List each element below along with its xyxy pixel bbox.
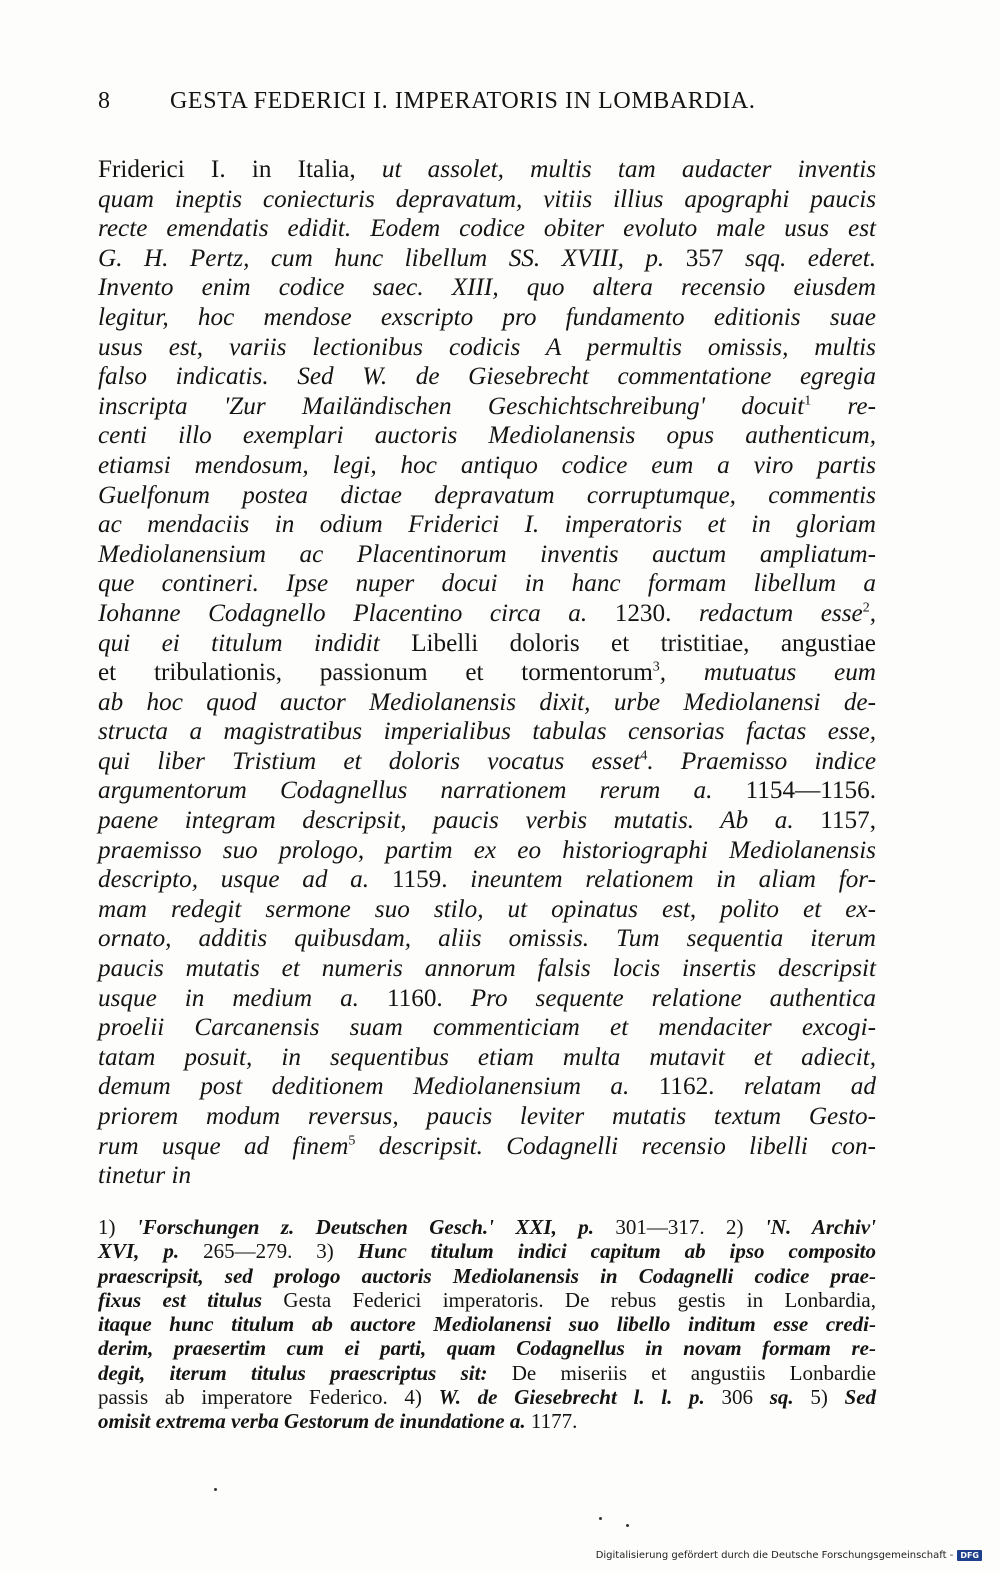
text-run: Gesta Federici imperatoris. De rebus gestis in Lonbardia, <box>283 1287 876 1312</box>
text-line <box>98 481 876 511</box>
text-run: descripsit. Codagnelli recensio libelli con- <box>355 1132 876 1160</box>
text-line <box>98 865 876 895</box>
text-run: 1230. <box>614 599 699 627</box>
text-run: sqq. ederet. <box>744 244 876 272</box>
text-line <box>98 895 876 925</box>
text-line <box>98 717 876 747</box>
text-line <box>98 333 876 363</box>
text-run: itaque hunc titulum ab auctore Mediolanensi suo libello inditum esse credi- <box>98 1312 876 1337</box>
running-header <box>98 88 858 115</box>
text-run: tatam posuit, in sequentibus etiam multa mutavit et adiecit, <box>98 1043 876 1071</box>
text-line <box>98 362 876 392</box>
text-run: 1162. <box>658 1073 744 1101</box>
text-run: De miseriis et angustiis Lonbardie <box>511 1360 876 1385</box>
text-run: falso indicatis. Sed W. de Giesebrecht commentatione egregia <box>98 363 876 391</box>
footnote-line <box>98 1288 876 1312</box>
footnote-ref: 3 <box>652 659 660 675</box>
text-run: omisit extrema verba Gestorum de inundatione a. <box>98 1409 531 1434</box>
main-text-block <box>98 155 876 1191</box>
text-run: XVI, p. <box>98 1239 204 1264</box>
text-run: qui ei titulum indidit <box>98 629 412 657</box>
text-run: Invento enim codice saec. XIII, quo altera recensio eiusdem <box>98 274 876 302</box>
text-run: 5) <box>793 1385 845 1410</box>
text-run: ac mendaciis in odium Friderici I. imperatoris et in gloriam <box>98 511 876 539</box>
footnote-ref: 1 <box>804 393 812 409</box>
footnote-line <box>98 1215 876 1239</box>
text-run: Friderici I. in Italia, <box>98 156 382 183</box>
text-run: qui liber Tristium et doloris vocatus esset <box>98 747 641 775</box>
text-run: 1160. <box>386 984 471 1012</box>
text-run: demum post deditionem Mediolanensium a. <box>98 1073 659 1101</box>
text-line <box>98 806 876 836</box>
running-title: GESTA FEDERICI I. IMPERATORIS IN LOMBARDIA. <box>170 88 756 114</box>
scan-speck <box>214 1488 217 1491</box>
footnote-line <box>98 1409 876 1433</box>
text-line <box>98 629 876 659</box>
footnote-ref: 4 <box>640 748 648 764</box>
text-run: redactum esse <box>698 599 863 627</box>
text-run: proelii Carcanensis suam commenticiam et mendaciter excogi- <box>98 1014 876 1042</box>
scan-speck <box>599 1517 602 1520</box>
text-run: 357 <box>685 244 745 272</box>
text-line <box>98 954 876 984</box>
text-line <box>98 1161 876 1191</box>
text-run: Pro sequente relatione authentica <box>470 984 876 1012</box>
text-run: . Praemisso indice <box>647 747 877 775</box>
text-run: 1154—1156. <box>745 777 876 805</box>
text-line <box>98 747 876 777</box>
text-run: ab hoc quod auctor Mediolanensis dixit, urbe Mediolanensi de- <box>98 688 876 716</box>
text-line <box>98 836 876 866</box>
text-line <box>98 658 876 688</box>
text-run: ut assolet, multis tam audacter inventis <box>381 156 876 183</box>
text-run: re- <box>811 392 876 420</box>
text-line <box>98 1072 876 1102</box>
text-run: tinetur in <box>98 1162 192 1190</box>
text-run: sq. <box>769 1385 794 1410</box>
text-run: paene integram descripsit, paucis verbis mutatis. Ab a. <box>98 807 821 835</box>
text-line <box>98 155 876 185</box>
text-run: Iohanne Codagnello Placentino circa a. <box>98 599 615 627</box>
footnote-ref: 5 <box>348 1133 356 1149</box>
text-run: 1177. <box>530 1409 578 1434</box>
text-run: 1) <box>98 1215 137 1239</box>
text-line <box>98 776 876 806</box>
text-run: ornato, additis quibusdam, aliis omissis. Tum sequentia iterum <box>98 925 876 953</box>
text-run: legitur, hoc mendose exscripto pro fundamento editionis suae <box>98 303 876 331</box>
text-run: G. H. Pertz, cum hunc libellum SS. XVIII, p. <box>98 244 686 272</box>
text-run: derim, praesertim cum ei parti, quam Codagnellus in novam formam re- <box>98 1336 876 1361</box>
text-run: 265—279. 3) <box>203 1239 358 1264</box>
footnote-ref: 2 <box>862 600 870 616</box>
text-run: ineuntem relationem in aliam for- <box>470 866 876 894</box>
text-run: etiamsi mendosum, legi, hoc antiquo codice eum a viro partis <box>98 451 876 479</box>
text-run: Libelli doloris et tristitiae, angustiae <box>411 629 876 657</box>
text-run: 1157, <box>820 807 876 835</box>
text-run: rum usque ad finem <box>98 1132 349 1160</box>
text-line <box>98 244 876 274</box>
text-line <box>98 569 876 599</box>
text-run: relatam ad <box>743 1073 876 1101</box>
text-run: centi illo exemplari auctoris Mediolanensis opus authenticum, <box>98 422 876 450</box>
text-line <box>98 303 876 333</box>
text-run: quam ineptis coniecturis depravatum, vitiis illius apographi paucis <box>98 185 876 213</box>
page-number: 8 <box>98 88 111 114</box>
text-run: fixus est titulus <box>98 1287 284 1312</box>
text-run: 'N. Archiv' <box>764 1215 877 1239</box>
text-run: descripto, usque ad a. <box>98 866 392 894</box>
text-run: et tribulationis, passionum et tormentorum <box>98 659 653 687</box>
text-line <box>98 510 876 540</box>
footnote-line <box>98 1361 876 1385</box>
text-line <box>98 924 876 954</box>
text-run: mam redegit sermone suo stilo, ut opinatus est, polito et ex- <box>98 895 876 923</box>
footnote-line <box>98 1264 876 1288</box>
text-run: usus est, variis lectionibus codicis A permultis omissis, multis <box>98 333 876 361</box>
text-line <box>98 214 876 244</box>
text-run: usque in medium a. <box>98 984 387 1012</box>
text-run: Hunc titulum indici capitum ab ipso composito <box>357 1239 877 1264</box>
text-run: passis ab imperatore Federico. 4) <box>98 1385 439 1410</box>
scan-speck <box>626 1524 629 1527</box>
text-run: Sed <box>844 1385 877 1410</box>
text-run: paucis mutatis et numeris annorum falsis locis insertis descripsit <box>98 955 876 983</box>
text-line <box>98 1013 876 1043</box>
text-line <box>98 421 876 451</box>
text-run: 306 <box>721 1385 770 1410</box>
text-run: praemisso suo prologo, partim ex eo historiographi Mediolanensis <box>98 836 876 864</box>
text-run: que contineri. Ipse nuper docui in hanc formam libellum a <box>98 570 876 598</box>
footnote-line <box>98 1385 876 1409</box>
text-run: degit, iterum titulus praescriptus sit: <box>98 1360 512 1385</box>
text-run: priorem modum reversus, paucis leviter mutatis textum Gesto- <box>98 1103 876 1130</box>
dfg-logo-icon: DFG <box>957 1550 982 1561</box>
credit-text: Digitalisierung gefördert durch die Deutsche Forschungsgemeinschaft - <box>595 1550 954 1561</box>
text-line <box>98 1043 876 1073</box>
footnote-line <box>98 1239 876 1263</box>
text-line <box>98 1132 876 1162</box>
text-run: 1159. <box>391 866 471 894</box>
text-run: Guelfonum postea dictae depravatum corruptumque, commentis <box>98 481 876 509</box>
footnotes-block <box>98 1215 876 1434</box>
text-run: , <box>869 599 876 627</box>
footnote-line <box>98 1312 876 1336</box>
text-run: recte emendatis edidit. Eodem codice obiter evoluto male usus est <box>98 215 876 243</box>
text-line <box>98 688 876 718</box>
text-line <box>98 185 876 215</box>
text-run: 301—317. 2) <box>615 1215 765 1239</box>
text-run: 'Forschungen z. Deutschen Gesch.' XXI, p. <box>136 1215 616 1239</box>
text-line <box>98 540 876 570</box>
footnote-line <box>98 1336 876 1360</box>
text-line <box>98 599 876 629</box>
text-run: inscripta 'Zur Mailändischen Geschichtschreibung' docuit <box>98 392 805 420</box>
text-run: W. de Giesebrecht l. l. p. <box>438 1385 722 1410</box>
text-run: Mediolanensium ac Placentinorum inventis auctum ampliatum- <box>98 540 876 568</box>
text-line <box>98 392 876 422</box>
text-run: argumentorum Codagnellus narrationem rerum a. <box>98 777 746 805</box>
text-run: , mutuatus eum <box>659 659 876 687</box>
text-run: praescripsit, sed prologo auctoris Mediolanensis in Codagnelli codice prae- <box>98 1263 876 1288</box>
text-line <box>98 984 876 1014</box>
text-line <box>98 451 876 481</box>
text-line <box>98 273 876 303</box>
text-run: structa a magistratibus imperialibus tabulas censorias factas esse, <box>98 718 876 746</box>
text-line <box>98 1102 876 1132</box>
digitization-credit <box>596 1550 982 1561</box>
